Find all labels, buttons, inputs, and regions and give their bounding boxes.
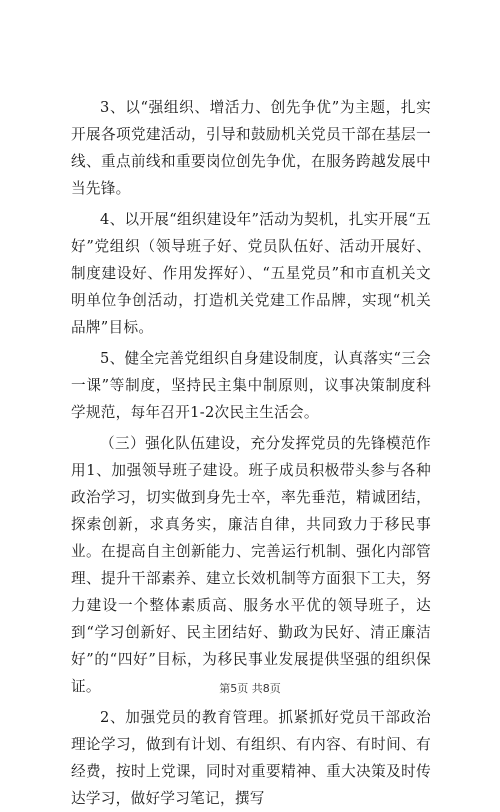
page-number-footer: 第5页 共8页 (219, 682, 281, 695)
paragraph-member-education: 2、加强党员的教育管理。抓紧抓好党员干部政治理论学习，做到有计划、有组织、有内容、有时间、有经费，按时上党课，同时对重要精神、重大决策及时传达学习，做好学习笔记，撰写 (71, 709, 431, 807)
document-body (71, 94, 431, 812)
paragraph-item-5: 5、健全完善党组织自身建设制度，认真落实“三会一课”等制度，坚持民主集中制原则，议事决策制度科学规范，每年召开1-2次民主生活会。 (71, 350, 431, 421)
paragraph-team-building: （三）强化队伍建设，充分发挥党员的先锋模范作用1、加强领导班子建设。班子成员积极带头参与各种政治学习，切实做到身先士卒，率先垂范，精诚团结，探索创新，求真务实，廉洁自律，共同致力于移民事业。在提高自主创新能力、完善运行机制、强化内部管理、提升干部素养、建立长效机制等方面狠下工夫，努力建设一个整体素质高、服务水平优的领导班子，达到“学习创新好、民主团结好、勤政为民好、清正廉洁好”的“四好”目标，为移民事业发展提供坚强的组织保证。 (71, 435, 431, 695)
paragraph-item-3: 3、以“强组织、增活力、创先争优”为主题，扎实开展各项党建活动，引导和鼓励机关党员干部在基层一线、重点前线和重要岗位创先争优，在服务跨越发展中当先锋。 (71, 99, 431, 197)
paragraph-item-4: 4、以开展“组织建设年”活动为契机，扎实开展“五好”党组织（领导班子好、党员队伍好、活动开展好、制度建设好、作用发挥好）、“五星党员”和市直机关文明单位争创活动，打造机关党建工作品牌，实现“机关品牌”目标。 (71, 211, 431, 336)
